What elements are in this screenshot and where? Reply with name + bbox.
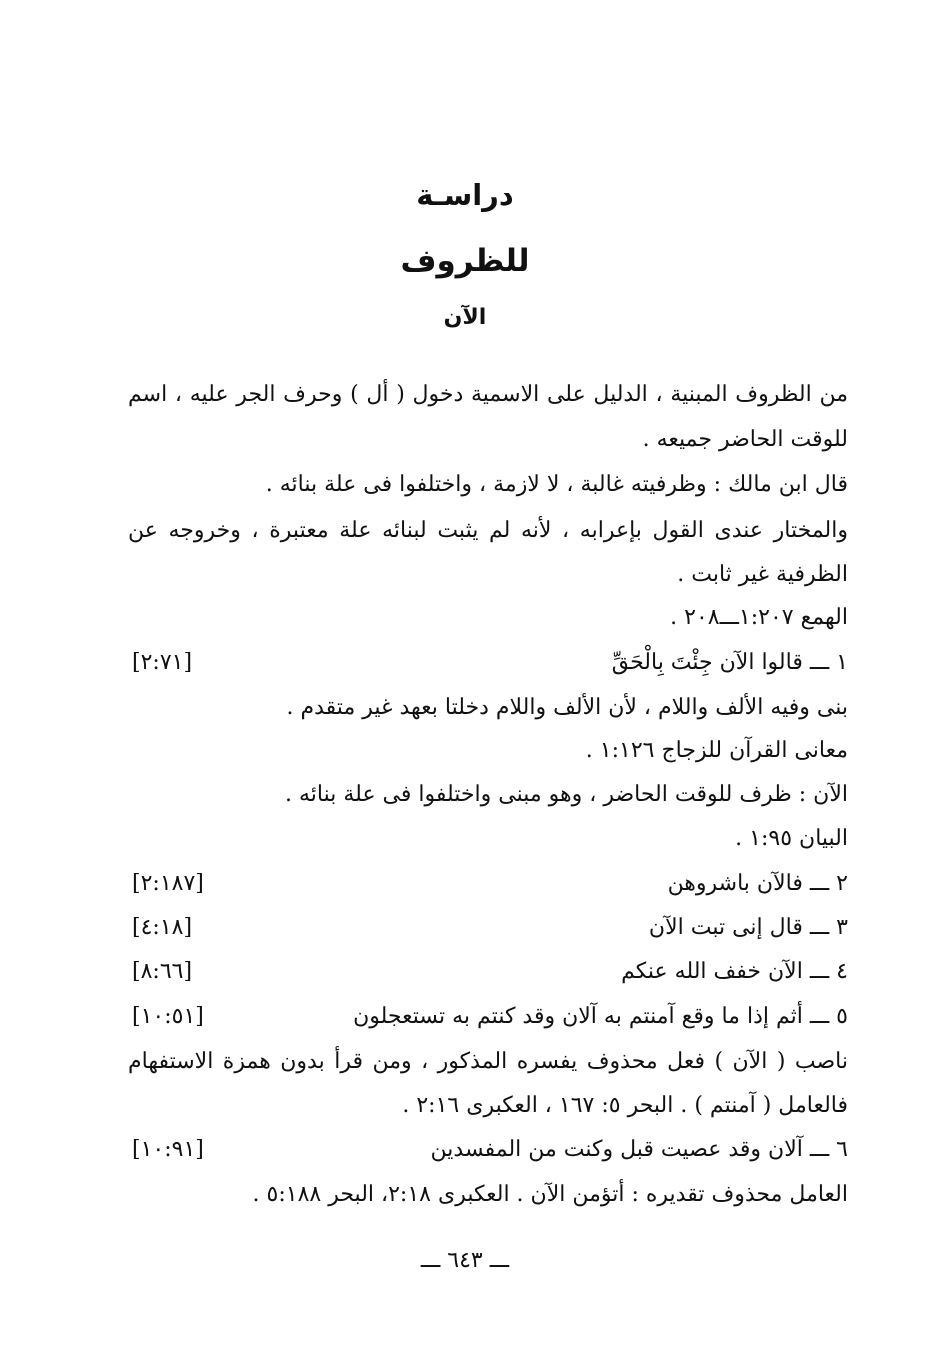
verse-row-4 bbox=[132, 959, 848, 989]
source-hama: الهمع ١:٢٠٧ـــ٢٠٨ . bbox=[670, 605, 848, 630]
section-title: الآن bbox=[443, 305, 487, 330]
verse-text: ٤ ـــ الآن خفف الله عنكم bbox=[621, 959, 848, 984]
opinion-line-2: الظرفية غير ثابت . bbox=[677, 562, 848, 587]
source-zajjaj: معانى القرآن للزجاج ١:١٢٦ . bbox=[585, 738, 848, 763]
verse-text: ٣ ـــ قال إنى تبت الآن bbox=[648, 915, 848, 940]
note-6: العامل محذوف تقديره : أتؤمن الآن . العكبرى ٢:١٨، البحر ٥:١٨٨ . bbox=[252, 1182, 848, 1207]
verse-reference: [٨:٦٦] bbox=[132, 959, 193, 984]
verse-reference: [٤:١٨] bbox=[132, 915, 193, 940]
verse-text: ٥ ـــ أثم إذا ما وقع آمنتم به آلان وقد كنتم به تستعجلون bbox=[353, 1004, 848, 1029]
verse-row-5 bbox=[132, 1004, 848, 1034]
opinion-line-1: والمختار عندى القول بإعرابه ، لأنه لم يثبت لبنائه علة معتبرة ، وخروجه عن bbox=[128, 518, 848, 543]
verse-reference: [٢:٧١] bbox=[132, 650, 193, 675]
title-sub: للظروف bbox=[400, 243, 530, 279]
verse-reference: [١٠:٩١] bbox=[132, 1137, 204, 1162]
intro-line-2: للوقت الحاضر جميعه . bbox=[642, 427, 848, 452]
verse-text: ١ ـــ قالوا الآن جِئْتَ بِالْحَقِّ bbox=[611, 650, 848, 675]
note-2: الآن : ظرف للوقت الحاضر ، وهو مبنى واختلفوا فى علة بنائه . bbox=[285, 782, 848, 807]
verse-reference: [١٠:٥١] bbox=[132, 1004, 204, 1029]
intro-line-1: من الظروف المبنية ، الدليل على الاسمية دخول ( أل ) وحرف الجر عليه ، اسم bbox=[128, 382, 848, 407]
verse-row-3 bbox=[132, 915, 848, 945]
title-main: دراسـة bbox=[416, 178, 514, 212]
verse-row-6 bbox=[132, 1137, 848, 1167]
page-number: ـــ ٦٤٣ ـــ bbox=[420, 1248, 510, 1273]
note-5-line-2: فالعامل ( آمنتم ) . البحر ٥: ١٦٧ ، العكبرى ٢:١٦ . bbox=[402, 1093, 848, 1118]
verse-row-1 bbox=[132, 650, 848, 680]
note-1: بنى وفيه الألف واللام ، لأن الألف واللام دخلتا بعهد غير متقدم . bbox=[286, 695, 848, 720]
note-5-line-1: ناصب ( الآن ) فعل محذوف يفسره المذكور ، ومن قرأ بدون همزة الاستفهام bbox=[128, 1049, 848, 1074]
ibn-malik-quote: قال ابن مالك : وظرفيته غالبة ، لا لازمة ، واختلفوا فى علة بنائه . bbox=[265, 472, 848, 497]
verse-row-2 bbox=[132, 871, 848, 901]
verse-text: ٦ ـــ آلان وقد عصيت قبل وكنت من المفسدين bbox=[430, 1137, 848, 1162]
verse-reference: [٢:١٨٧] bbox=[132, 871, 204, 896]
source-bayan: البيان ١:٩٥ . bbox=[735, 826, 848, 851]
verse-text: ٢ ـــ فالآن باشروهن bbox=[667, 871, 848, 896]
